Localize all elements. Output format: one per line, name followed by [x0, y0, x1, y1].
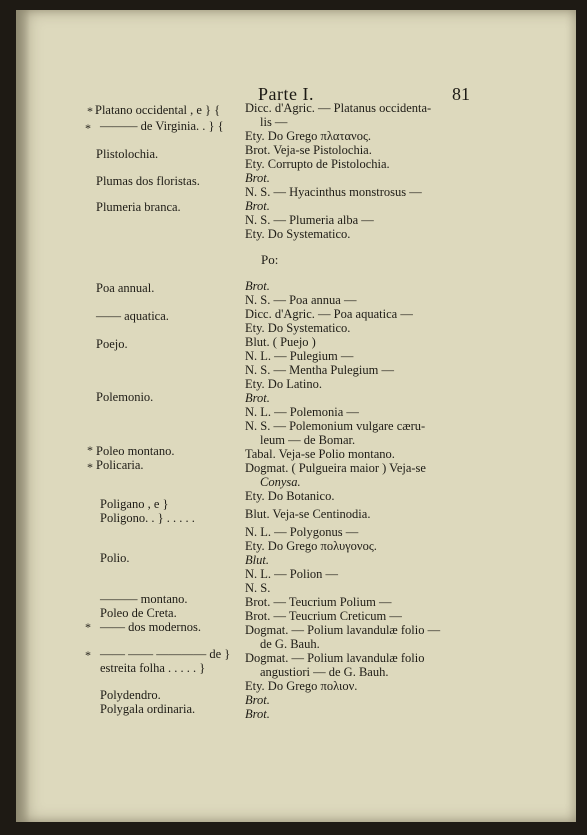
term-poleo-de-creta: Poleo de Creta. [100, 606, 177, 620]
term-plistolochia: Plistolochia. [96, 147, 159, 161]
term-poleo-montano: Poleo montano. [96, 444, 175, 458]
entry-asterisk: * [87, 104, 93, 118]
reference-line: angustiori — de G. Bauh. [260, 665, 389, 679]
reference-line: Ety. Do Grego πολυγονος. [245, 539, 377, 553]
reference-source: Brot. [245, 693, 270, 707]
entry-asterisk: * [87, 460, 93, 474]
reference-line: Ety. Do Grego πλατανος. [245, 129, 372, 143]
reference-line: N. S. — Poa annua — [245, 293, 357, 307]
term-polydendro: Polydendro. [100, 688, 161, 702]
reference-source: Brot. [245, 707, 270, 721]
term-poa-aquatica: —— aquatica. [96, 309, 169, 323]
reference-line: Dicc. d'Agric. — Platanus occidenta- [245, 101, 432, 115]
reference-line: N. L. — Polion — [245, 567, 339, 581]
page-number: 81 [452, 84, 470, 104]
reference-line: Ety. Do Latino. [245, 377, 322, 391]
term-dos-modernos: —— dos modernos. [100, 620, 202, 634]
term-polio: Polio. [100, 551, 130, 565]
term-polygala-ordinaria: Polygala ordinaria. [100, 702, 196, 716]
reference-source: Brot. [245, 171, 270, 185]
entry-asterisk: * [85, 648, 91, 662]
reference-line: N. S. — Mentha Pulegium — [245, 363, 394, 377]
term-policaria: Policaria. [96, 458, 144, 472]
reference-line: N. S. — Hyacinthus monstrosus — [245, 185, 422, 199]
term-plumas-dos-floristas: Plumas dos floristas. [96, 174, 200, 188]
reference-source: Blut. [245, 553, 269, 567]
reference-line: N. S. — Plumeria alba — [245, 213, 374, 227]
reference-line: Ety. Do Systematico. [245, 321, 351, 335]
reference-line: Blut. Veja-se Centinodia. [245, 507, 371, 521]
reference-line: Dicc. d'Agric. — Poa aquatica — [245, 307, 413, 321]
reference-line: Dogmat. — Polium lavandulæ folio [245, 651, 425, 665]
term-polio-montano: ——— montano. [100, 592, 188, 606]
reference-line: Ety. Do Grego πολιον. [245, 679, 358, 693]
reference-source: Brot. [245, 279, 270, 293]
reference-line: Brot. Veja-se Pistolochia. [245, 143, 372, 157]
entry-asterisk: * [85, 620, 91, 634]
reference-line: leum — de Bomar. [260, 433, 356, 447]
reference-source: Brot. [245, 199, 270, 213]
term-dashes-de: —— —— ———— de } [100, 647, 231, 661]
reference-line: Dogmat. ( Pulgueira maior ) Veja-se [245, 461, 426, 475]
reference-line: de G. Bauh. [260, 637, 320, 651]
reference-line: N. L. — Polygonus — [245, 525, 359, 539]
term-estreita-folha: estreita folha . . . . . } [100, 661, 206, 675]
reference-source: Brot. [245, 391, 270, 405]
reference-line: Ety. Corrupto de Pistolochia. [245, 157, 390, 171]
reference-line: N. L. — Polemonia — [245, 405, 359, 419]
term-platano-occidental: Platano occidental , e } { [95, 103, 221, 117]
term-polemonio: Polemonio. [96, 390, 154, 404]
term-poejo: Poejo. [96, 337, 128, 351]
reference-line: Blut. ( Puejo ) [245, 335, 316, 349]
section-heading: Po: [261, 252, 279, 267]
reference-line: Brot. — Teucrium Creticum — [245, 609, 402, 623]
reference-line: Tabal. Veja-se Polio montano. [245, 447, 395, 461]
entry-asterisk: * [85, 121, 91, 135]
term-platano-virginia: ——— de Virginia. . } { [100, 119, 224, 133]
reference-line: N. L. — Pulegium — [245, 349, 354, 363]
term-poligono: Poligono. . } . . . . . [100, 511, 195, 525]
term-poa-annual: Poa annual. [96, 281, 155, 295]
entry-asterisk: * [87, 443, 93, 457]
reference-line: Brot. — Teucrium Polium — [245, 595, 392, 609]
term-plumeria-branca: Plumeria branca. [96, 200, 181, 214]
term-poligano: Poligano , e } [100, 497, 169, 511]
reference-line: Ety. Do Botanico. [245, 489, 335, 503]
reference-line: N. S. — Polemonium vulgare cæru- [245, 419, 426, 433]
reference-line: N. S. [245, 581, 271, 595]
reference-line: Ety. Do Systematico. [245, 227, 351, 241]
reference-line: Conysa. [260, 475, 301, 489]
reference-line: Dogmat. — Polium lavandulæ folio — [245, 623, 441, 637]
running-head: Parte I. [258, 84, 314, 104]
reference-line: lis — [260, 115, 288, 129]
